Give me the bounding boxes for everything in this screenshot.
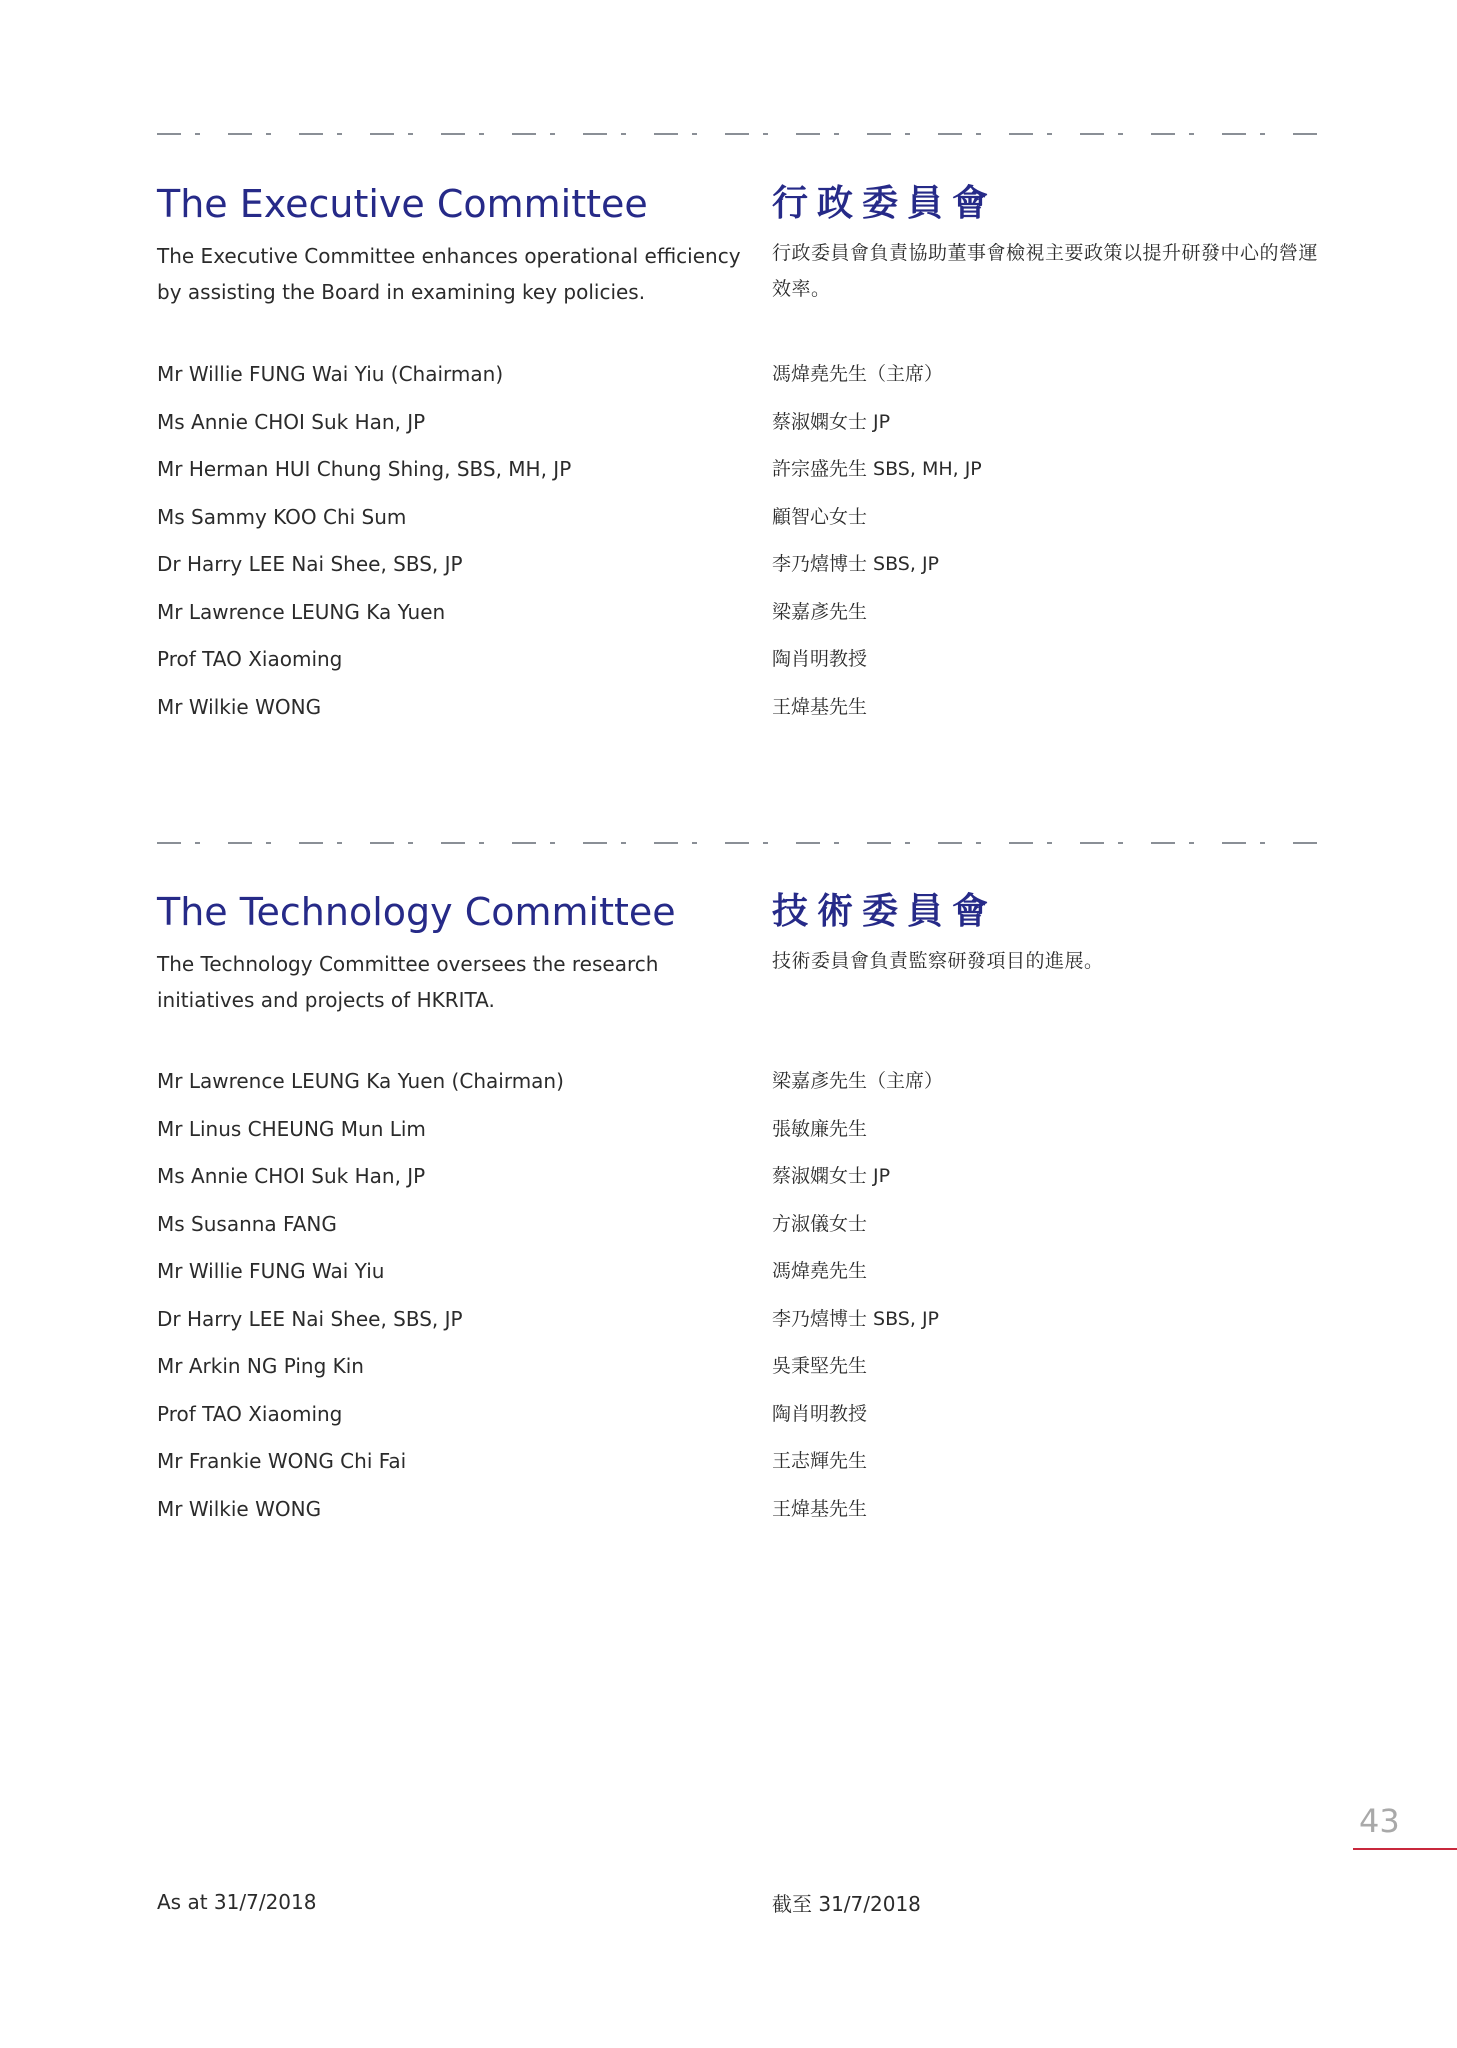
member-name-zh: 梁嘉彥先生（主席） [772,1070,944,1092]
member-name-en: Mr Wilkie WONG [157,1496,322,1521]
as-at-date-en: As at 31/7/2018 [157,1890,317,1914]
member-name-en: Dr Harry LEE Nai Shee, SBS, JP [157,552,463,576]
member-name-zh: 馮煒堯先生（主席） [772,363,944,385]
executive-members-zh [772,360,1332,740]
technology-members-zh [772,1067,1332,1542]
executive-title-zh: 行政委員會 [772,183,998,224]
member-name-zh: 陶肖明教授 [772,1402,868,1425]
executive-members-en [157,360,747,740]
member-name-zh: 許宗盛先生 SBS, MH, JP [772,458,982,480]
executive-title-en: The Executive Committee [157,182,648,226]
as-at-date-zh: 截至 31/7/2018 [772,1892,921,1916]
page-number: 43 [1359,1802,1400,1840]
member-name-zh: 蔡淑嫻女士 JP [772,1165,891,1187]
member-name-zh: 吳秉堅先生 [772,1355,868,1377]
member-name-en: Prof TAO Xiaoming [157,1401,343,1426]
technology-description-zh: 技術委員會負責監察研發項目的進展。 [772,950,1104,973]
member-name-en: Prof TAO Xiaoming [157,647,343,671]
section-divider-executive [157,133,1323,135]
member-name-zh: 李乃熺博士 SBS, JP [772,553,940,575]
member-name-en: Mr Wilkie WONG [157,694,322,719]
member-name-zh: 顧智心女士 [772,505,868,528]
member-name-zh: 王煒基先生 [772,1497,868,1520]
member-name-zh: 方淑儀女士 [772,1212,868,1235]
member-name-en: Dr Harry LEE Nai Shee, SBS, JP [157,1306,463,1331]
member-name-en: Mr Willie FUNG Wai Yiu (Chairman) [157,362,504,386]
executive-en-column [157,182,747,310]
technology-title-zh: 技術委員會 [772,891,998,932]
technology-description-en: The Technology Committee oversees the research initiatives and projects of HKRITA. [157,951,659,1012]
member-name-en: Ms Annie CHOI Suk Han, JP [157,1164,426,1188]
member-name-en: Mr Arkin NG Ping Kin [157,1354,364,1378]
member-name-zh: 馮煒堯先生 [772,1260,868,1282]
member-name-en: Mr Linus CHEUNG Mun Lim [157,1116,426,1141]
member-name-en: Mr Lawrence LEUNG Ka Yuen (Chairman) [157,1069,564,1093]
member-name-en: Mr Herman HUI Chung Shing, SBS, MH, JP [157,457,572,481]
member-name-en: Mr Frankie WONG Chi Fai [157,1449,407,1473]
technology-title-en: The Technology Committee [157,890,676,934]
member-name-en: Mr Lawrence LEUNG Ka Yuen [157,599,446,624]
member-name-en: Mr Willie FUNG Wai Yiu [157,1259,385,1283]
section-divider-technology [157,842,1323,844]
member-name-en: Ms Annie CHOI Suk Han, JP [157,409,426,434]
executive-description-en: The Executive Committee enhances operational efficiency by assisting the Board in examining key policies. [157,243,741,304]
member-name-zh: 張敏廉先生 [772,1117,868,1140]
member-name-en: Ms Susanna FANG [157,1211,337,1236]
member-name-zh: 蔡淑嫻女士 JP [772,410,891,433]
executive-description-zh: 行政委員會負責協助董事會檢視主要政策以提升研發中心的營運效率。 [772,242,1319,301]
technology-members-en [157,1067,747,1542]
executive-zh-column [772,182,1332,307]
page-number-underline [1353,1848,1457,1850]
member-name-zh: 李乃熺博士 SBS, JP [772,1307,940,1330]
technology-zh-column [772,890,1332,979]
technology-en-column [157,890,747,1018]
member-name-zh: 王煒基先生 [772,695,868,718]
member-name-zh: 陶肖明教授 [772,648,868,670]
member-name-en: Ms Sammy KOO Chi Sum [157,504,407,529]
member-name-zh: 梁嘉彥先生 [772,600,868,623]
member-name-zh: 王志輝先生 [772,1450,868,1472]
